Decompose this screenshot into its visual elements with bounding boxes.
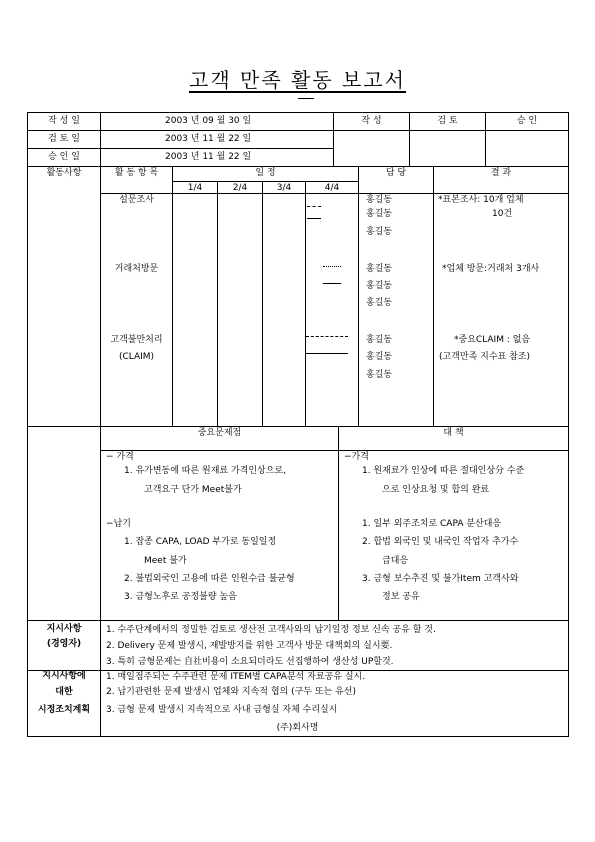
issues-header: 중요문제점 [197, 428, 242, 438]
owner: 홍길동 [366, 195, 393, 205]
approve-date: 2003 년 11 월 22 일 [165, 152, 252, 162]
owner: 홍길동 [366, 227, 393, 237]
issue-delivery-title: −납기 [106, 519, 131, 529]
action-item: 1. 매일점주되는 수주관련 문제 ITEM별 CAPA분석 자료공유 실시. [106, 672, 366, 682]
activity-item-claim: 고객불만처리 [110, 335, 163, 345]
title-mark [298, 98, 314, 99]
result-text: *중요CLAIM : 없음 [454, 335, 531, 345]
issue-text: 3. 금형노후로 공정불량 높음 [124, 592, 237, 602]
approve-date-label: 승 인 일 [48, 152, 80, 162]
measure-text: 정보 공유 [382, 592, 420, 602]
issue-text: 고객요구 단가 Meet불가 [144, 485, 242, 495]
measure-text: 으로 인상요청 및 합의 완료 [382, 485, 490, 495]
col-owner: 담 당 [385, 168, 407, 178]
result-text: *업체 방문:거래처 3개사 [442, 264, 540, 274]
issue-text: Meet 불가 [144, 556, 187, 566]
owner: 홍길동 [366, 281, 393, 291]
directive-label: 지시사항 [46, 624, 82, 634]
written-date: 2003 년 09 월 30 일 [165, 116, 252, 126]
review-date: 2003 년 11 월 22 일 [165, 134, 252, 144]
result-text: 10건 [492, 209, 513, 219]
action-label: 지시사항에 [42, 671, 86, 681]
measure-text: 3. 금형 보수추진 및 불가Item 고객사와 [362, 574, 519, 584]
issue-text: 2. 불법외국인 고용에 따른 인원수급 불균형 [124, 574, 295, 584]
page-title: 고객 만족 활동 보고서 [189, 68, 406, 92]
issue-price-title: − 가격 [106, 452, 134, 462]
schedule-bar [306, 336, 348, 337]
owner: 홍길동 [366, 335, 393, 345]
measure-text: 1. 원재료가 인상에 따른 절대인상分 수준 [362, 466, 525, 476]
approval-writer: 작 성 [361, 116, 382, 126]
activity-item-survey: 설문조사 [119, 195, 154, 205]
col-result: 결 과 [490, 168, 512, 178]
owner: 홍길동 [366, 209, 393, 219]
schedule-bar [306, 353, 348, 354]
schedule-bar [307, 206, 321, 207]
company-name: (주)회사명 [276, 723, 319, 733]
issue-text: 1. 유가변동에 따른 원재료 가격인상으로, [124, 466, 286, 476]
measure-text: 급대응 [382, 556, 409, 566]
owner: 홍길동 [366, 298, 393, 308]
written-date-label: 작 성 일 [48, 116, 80, 126]
activity-section-label: 활동사항 [46, 168, 82, 178]
measure-price-title: −가격 [344, 452, 369, 462]
owner: 홍길동 [366, 264, 393, 274]
schedule-bar [307, 218, 321, 219]
action-item: 3. 금형 문제 발생시 지속적으로 사내 금형실 자체 수리실시 [106, 705, 338, 715]
quarter-4: 4/4 [324, 183, 340, 193]
quarter-2: 2/4 [232, 183, 248, 193]
action-item: 2. 납기관련한 문제 발생시 업체와 지속적 협의 (구두 또는 유선) [106, 687, 357, 697]
activity-item-claim-sub: (CLAIM) [118, 352, 155, 362]
owner: 홍길동 [366, 370, 393, 380]
approval-reviewer: 검 토 [437, 116, 458, 126]
directive-item: 3. 특히 금형문제는 自社비용이 소요되더라도 선집행하여 생산성 UP할것. [106, 657, 394, 667]
col-schedule: 일 정 [255, 168, 276, 178]
review-date-label: 검 토 일 [48, 134, 80, 144]
owner: 홍길동 [366, 352, 393, 362]
activity-item-customer-visit: 거래처방문 [114, 264, 159, 274]
measure-text: 1. 일부 외주조치로 CAPA 분산대응 [362, 519, 502, 529]
approval-approver: 승 인 [516, 116, 538, 126]
directive-item: 1. 수주단계에서의 정밀한 검토로 생산전 고객사와의 납기일정 정보 신속 공유 할 것. [106, 625, 436, 635]
schedule-bar [323, 283, 341, 284]
issue-text: 1. 잡종 CAPA, LOAD 부가로 동일일정 [124, 537, 277, 547]
result-text: (고객만족 지수표 참조) [439, 352, 530, 362]
countermeasures-header: 대 책 [443, 428, 464, 438]
directive-label-sub: (경영자) [46, 639, 82, 649]
directive-item: 2. Delivery 문제 발생시, 재발방지를 위한 고객사 방문 대책회의 실시要. [106, 641, 393, 651]
border-right [568, 112, 569, 736]
border-top [27, 112, 569, 113]
quarter-1: 1/4 [187, 183, 203, 193]
col-activity-item: 활 동 항 목 [114, 168, 159, 178]
quarter-3: 3/4 [276, 183, 292, 193]
action-label-sub: 시정조치계획 [37, 705, 91, 715]
result-text: *표본조사: 10개 업체 [438, 195, 524, 205]
action-label-mid: 대한 [55, 687, 73, 697]
measure-text: 2. 합법 외국인 및 내국인 작업자 추가수 [362, 537, 519, 547]
schedule-bar [323, 266, 341, 267]
